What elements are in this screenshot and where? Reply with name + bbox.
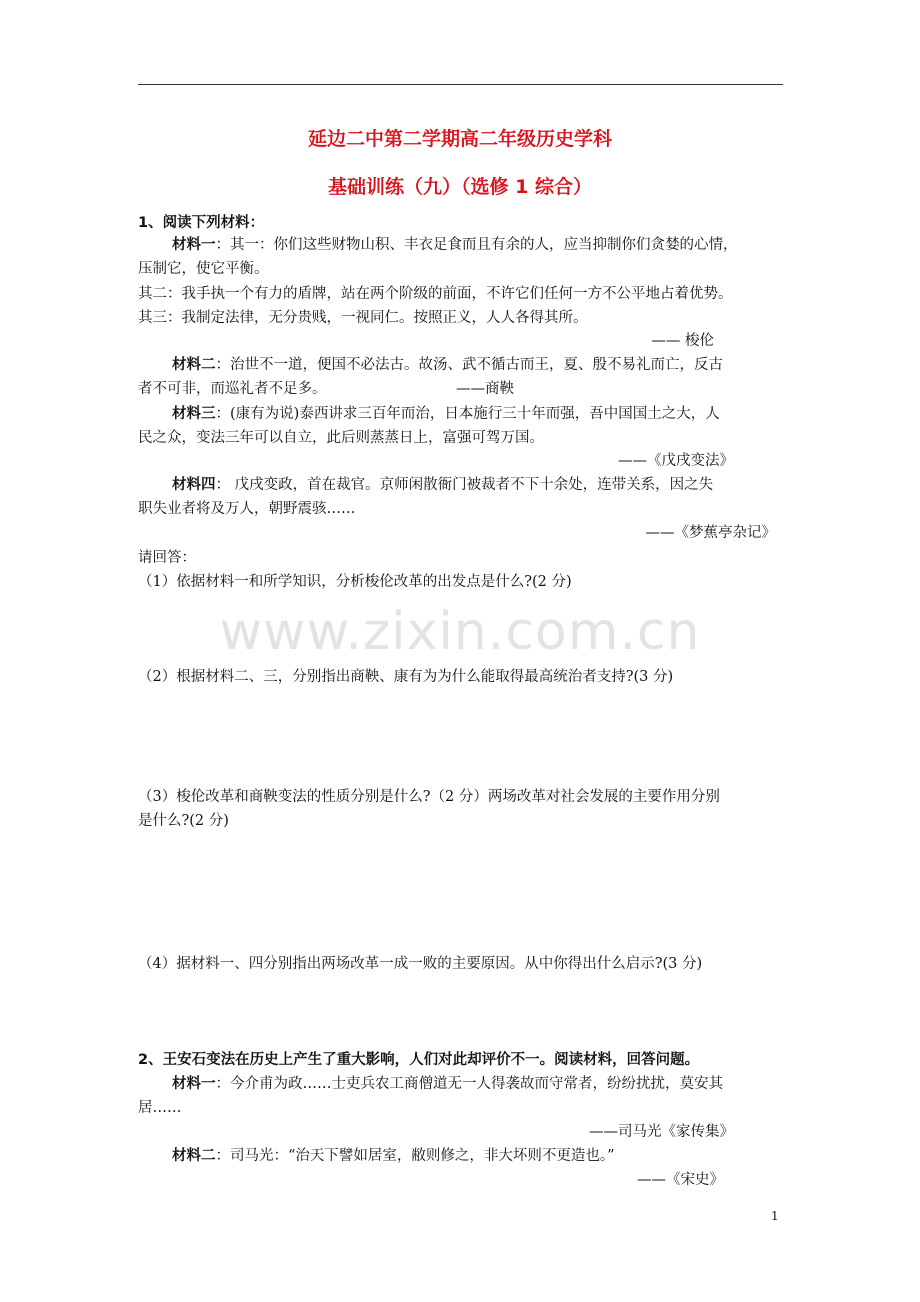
q1-material-3-line-2: 民之众，变法三年可以自立，此后则蒸蒸日上，富强可驾万国。	[138, 430, 544, 446]
q1-material-2-source: ——商鞅	[456, 381, 514, 397]
answer-prompt: 请回答：	[138, 550, 196, 566]
page-title: 延边二中第二学期高二年级历史学科	[307, 128, 612, 150]
material-label: 材料二	[172, 357, 216, 373]
watermark: www.zixin.com.cn	[219, 602, 701, 662]
page-number: 1	[771, 1209, 779, 1223]
page-subtitle: 基础训练（九）（选修 1 综合）	[328, 176, 592, 198]
q1-material-2-line-2: 者不可非，而巡礼者不足多。	[138, 381, 327, 397]
q1-material-2-line-1	[172, 355, 723, 375]
q2-material-1-source: ——司马光《家传集》	[589, 1124, 734, 1140]
q1-material-4-source: ——《梦蕉亭杂记》	[645, 525, 776, 541]
material-label: 材料一	[172, 237, 216, 253]
material-label: 材料一	[172, 1076, 216, 1092]
material-label: 材料三	[172, 406, 216, 422]
question-1-heading: 1、阅读下列材料：	[138, 215, 265, 231]
sub-question-3-line-1: （3）梭伦改革和商鞅变法的性质分别是什么?（2 分）两场改革对社会发展的主要作用分别	[138, 789, 720, 805]
material-text: ：司马光：“治天下譬如居室，敝则修之，非大坏则不更造也。”	[215, 1148, 615, 1164]
q1-material-1-line-2: 压制它，使它平衡。	[138, 261, 269, 277]
material-text: ：今介甫为政……士吏兵农工商僧道无一人得袭故而守常者，纷纷扰扰，莫安其	[215, 1076, 723, 1092]
q1-material-3-line-1	[172, 404, 720, 424]
question-2-heading: 2、王安石变法在历史上产生了重大影响，人们对此却评价不一。阅读材料，回答问题。	[138, 1052, 700, 1068]
q2-material-1-line-2: 居……	[138, 1100, 182, 1116]
material-label: 材料四	[172, 477, 216, 493]
q2-material-2-source: ——《宋史》	[637, 1172, 724, 1188]
material-text: ：(康有为说)泰西讲求三百年而治，日本施行三十年而强，吾中国国土之大，人	[215, 406, 720, 422]
sub-question-4: （4）据材料一、四分别指出两场改革一成一败的主要原因。从中你得出什么启示?(3 分)	[138, 956, 703, 972]
q1-material-1-line-3: 其二：我手执一个有力的盾牌，站在两个阶级的前面，不许它们任何一方不公平地占着优势。	[138, 286, 733, 302]
sub-question-3-line-2: 是什么?(2 分)	[138, 813, 229, 829]
q1-material-4-line-1	[172, 475, 713, 495]
q1-material-1-source: —— 梭伦	[651, 333, 714, 349]
q2-material-2-line-1	[172, 1146, 615, 1166]
q1-material-1-line-1	[172, 235, 738, 255]
q2-material-1-line-1	[172, 1074, 723, 1094]
material-text: ：治世不一道，便国不必法古。故汤、武不循古而王，夏、殷不易礼而亡，反古	[215, 357, 723, 373]
material-label: 材料二	[172, 1148, 216, 1164]
q1-material-1-line-4: 其三：我制定法律，无分贵贱，一视同仁。按照正义，人人各得其所。	[138, 310, 588, 326]
material-text: ： 戊戌变政，首在裁官。京师闲散衙门被裁者不下十余处，连带关系，因之失	[215, 477, 714, 493]
sub-question-1: （1）依据材料一和所学知识，分析梭伦改革的出发点是什么?(2 分)	[138, 574, 572, 590]
sub-question-2: （2）根据材料二、三，分别指出商鞅、康有为为什么能取得最高统治者支持?(3 分)	[138, 669, 674, 685]
material-text: ：其一：你们这些财物山积、丰衣足食而且有余的人，应当抑制你们贪婪的心情，	[215, 237, 738, 253]
header-rule	[138, 84, 783, 85]
q1-material-3-source: ——《戊戌变法》	[618, 453, 734, 469]
q1-material-4-line-2: 职失业者将及万人，朝野震骇……	[138, 501, 356, 517]
